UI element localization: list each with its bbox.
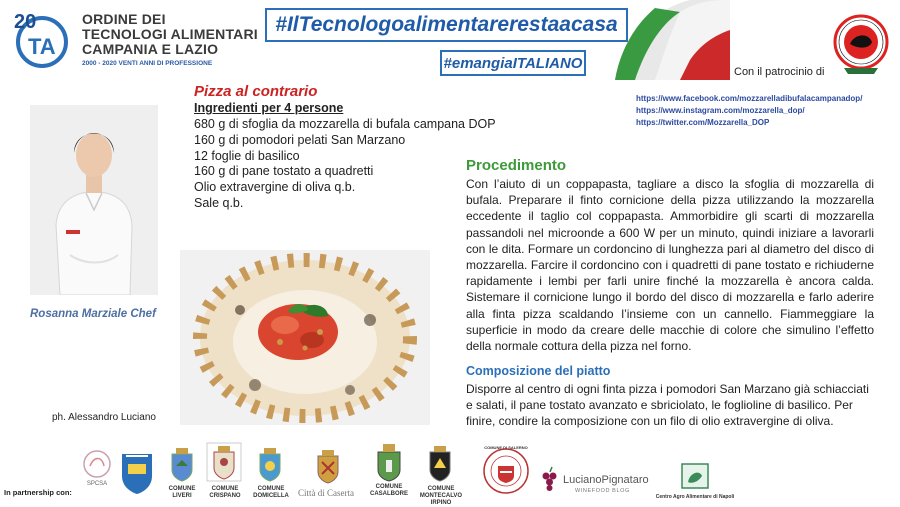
ingredient-item: 160 g di pomodori pelati San Marzano — [194, 132, 406, 147]
twitter-link[interactable]: https://twitter.com/Mozzarella_DOP — [636, 118, 770, 127]
photo-credit: ph. Alessandro Luciano — [52, 412, 156, 423]
org-line-2: TECNOLOGI ALIMENTARI — [82, 26, 258, 42]
casalbore-crest — [374, 442, 404, 482]
org-subtitle: 2000 - 2020 VENTI ANNI DI PROFESSIONE — [82, 60, 213, 67]
composition-text: Disporre al centro di ogni finta pizza i pomodori San Marzano già schiacciati e salati, il pane tostato avanzato e sbriciolato, le foglioline di basilico. Per finire, condire la composizione con un filo di olio extravergine di oliva. — [466, 382, 869, 429]
crispano-caption: COMUNE CRISPANO — [209, 486, 241, 499]
org-name — [82, 12, 262, 67]
spcsa-logo — [80, 448, 114, 488]
pizza-photo — [180, 250, 430, 425]
ingredients-list — [194, 117, 496, 212]
social-links — [636, 93, 862, 129]
instagram-link[interactable]: https://www.instagram.com/mozzarella_dop/ — [636, 106, 805, 115]
chef-photo — [30, 105, 158, 295]
ingredient-item: 160 g di pane tostato a quadretti — [194, 164, 374, 179]
caserta-crest — [314, 448, 342, 484]
facebook-link[interactable]: https://www.facebook.com/mozzarelladibufalacampanadop/ — [636, 94, 863, 103]
liveri-caption: COMUNE LIVERI — [168, 486, 196, 499]
recipe-title: Pizza al contrario — [194, 83, 318, 100]
shield-logo — [120, 450, 154, 496]
svg-text:TA: TA — [28, 34, 56, 59]
ingredient-item: Olio extravergine di oliva q.b. — [194, 180, 356, 195]
procedure-text: Con l’aiuto di un coppapasta, tagliare a disco la sfoglia di mozzarella di bufala. Preparare il finto cornicione della pizza utilizzando la mozzarella eccedente il taglio col coppapasta. Ammorbidire gli scarti di mozzarella passandoli nel microonde a 600 W per un minuto, quindi iniziare a lavorarli con le dita. Formare un cordoncino di lunghezza pari al diametro del disco di mozzarella. Farcire il cordoncino con i quadretti di pane tostato e richiuderne rapidamente i lembi per farli unire finché la mozzarella è ancora calda. Sistemare il cornicione lungo il bordo del disco di mozzarella e farlo aderire alla finta pizza scaldando l’insieme con un cannello. Fiammeggiare la superficie in modo da creare delle macchie di colore che simulino l’effetto della normale cottura della pizza nel forno. — [466, 177, 874, 354]
patrocinio-text: Con il patrocinio di — [734, 66, 825, 78]
hashtag-main-box — [265, 8, 628, 42]
centro-agro-logo — [680, 462, 710, 490]
pignataro-subcaption: WINEFOOD BLOG — [575, 488, 630, 494]
grape-icon — [540, 466, 560, 492]
svg-text:20: 20 — [14, 11, 37, 33]
liveri-crest — [168, 446, 196, 482]
chef-name: Rosanna Marziale Chef — [30, 308, 156, 320]
centro-caption: Centro Agro Alimentare di Napoli — [655, 494, 735, 500]
spcsa-caption: SPCSA — [86, 481, 108, 487]
hashtag-sub-box — [440, 50, 586, 76]
ordine-20-ta-logo — [8, 8, 74, 68]
salerno-caption: COMUNE DI SALERNO — [484, 445, 528, 450]
org-line-3: CAMPANIA E LAZIO — [82, 41, 219, 57]
montecalvo-caption: COMUNE MONTECALVO IRPINO — [419, 486, 463, 506]
ingredient-item: 12 foglie di basilico — [194, 148, 300, 163]
pignataro-caption: LucianoPignataro — [563, 474, 649, 486]
domicella-caption: COMUNE DOMICELLA — [253, 486, 289, 499]
caserta-caption: Città di Caserta — [298, 488, 354, 498]
crispano-crest — [206, 442, 242, 482]
montecalvo-crest — [426, 444, 454, 482]
casalbore-caption: COMUNE CASALBORE — [369, 484, 408, 497]
domicella-crest — [256, 446, 284, 482]
partnership-label: In partnership con: — [4, 488, 72, 497]
ingredients-title: Ingredienti per 4 persone — [194, 101, 344, 115]
composition-title: Composizione del piatto — [466, 364, 611, 378]
org-line-1: ORDINE DEI — [82, 11, 166, 27]
mozzarella-bufala-logo — [832, 12, 890, 76]
ingredient-item: 680 g di sfoglia da mozzarella di bufala campana DOP — [194, 117, 496, 131]
salerno-seal — [482, 446, 530, 496]
procedure-title: Procedimento — [466, 157, 567, 174]
ingredient-item: Sale q.b. — [194, 195, 244, 210]
hashtag-main: #IlTecnologoalimentarerestaacasa — [275, 13, 618, 36]
hashtag-sub: #emangiaITALIANO — [443, 54, 583, 72]
